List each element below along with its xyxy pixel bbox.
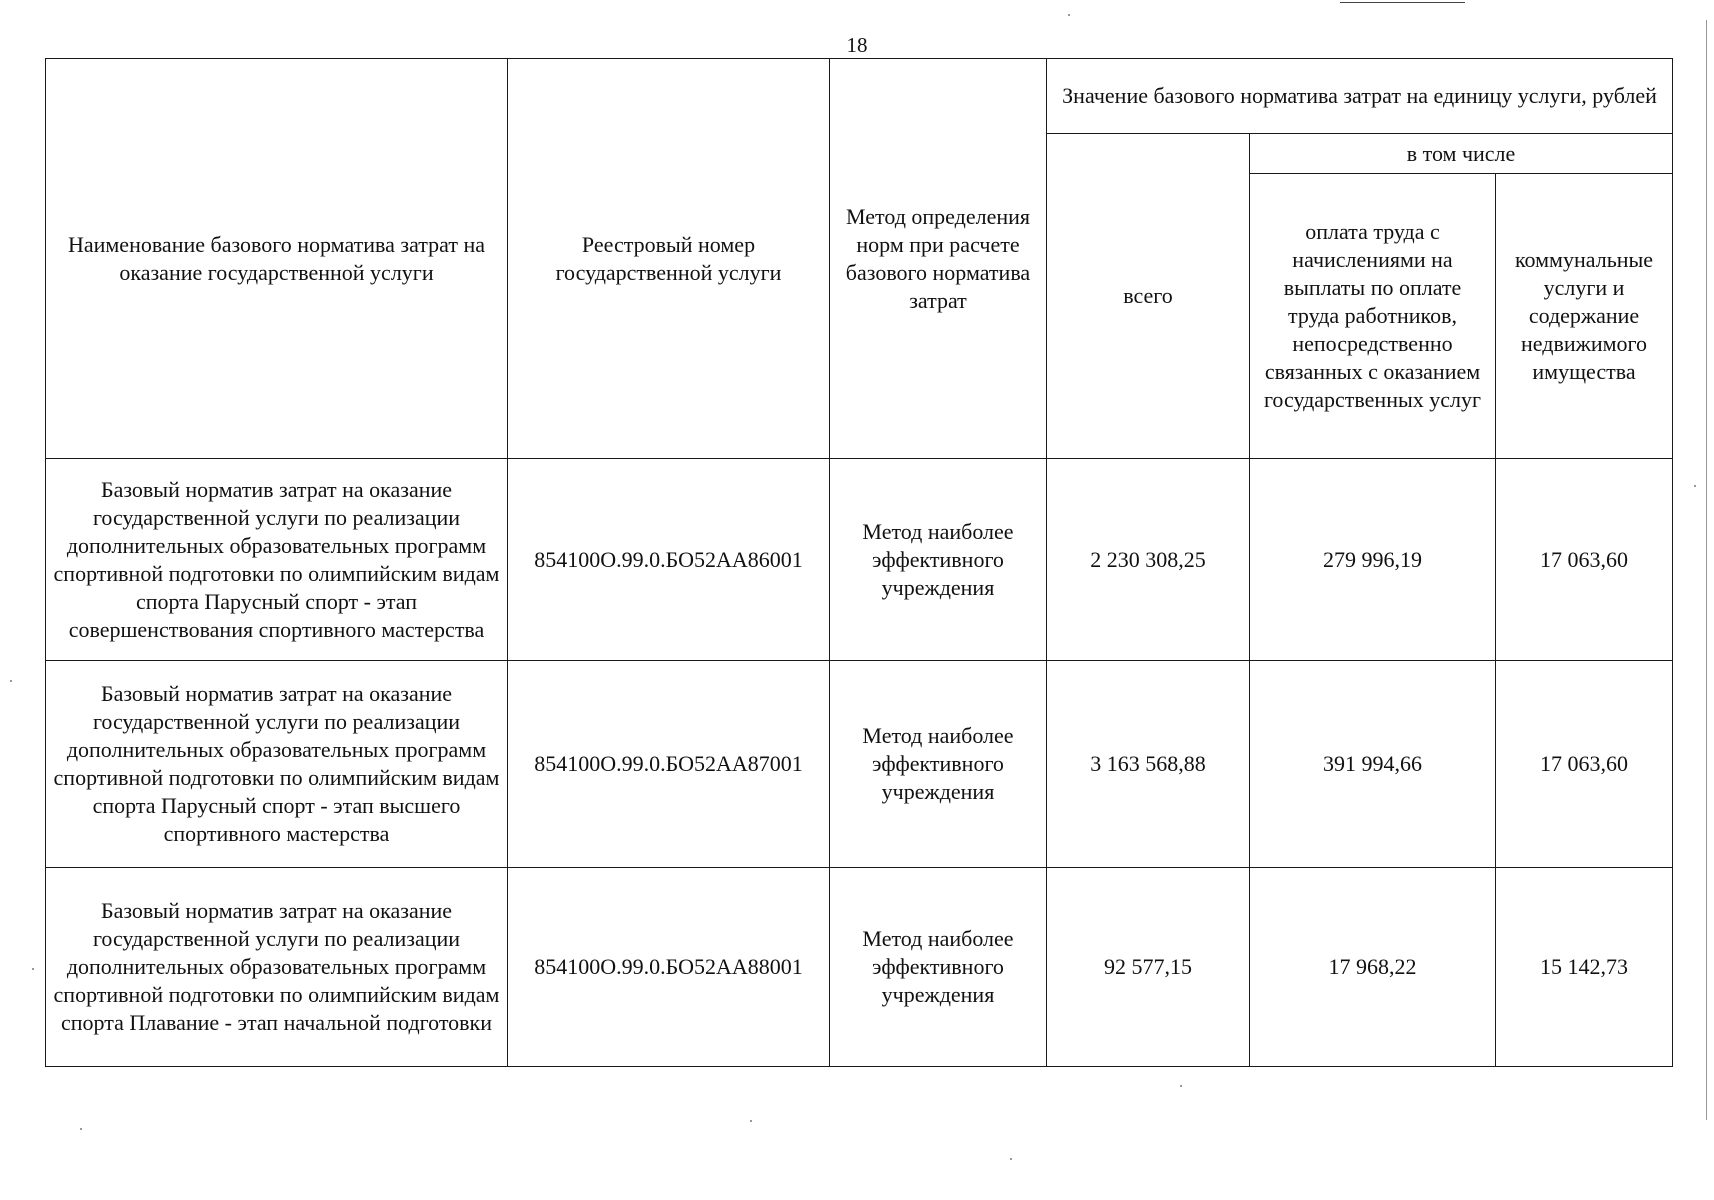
header-total: всего xyxy=(1047,134,1250,459)
row-utilities: 17 063,60 xyxy=(1496,459,1673,661)
header-utilities: коммунальные услуги и содержание недвижимого имущества xyxy=(1496,174,1673,459)
header-labor: оплата труда с начислениями на выплаты по оплате труда работников, непосредственно связанных с оказанием государственных услуг xyxy=(1250,174,1496,459)
row-utilities: 15 142,73 xyxy=(1496,868,1673,1067)
header-value-group: Значение базового норматива затрат на единицу услуги, рублей xyxy=(1047,59,1673,134)
scan-artifact-dot xyxy=(1068,14,1070,16)
scan-artifact-dot xyxy=(750,1120,752,1122)
row-registry: 854100О.99.0.БО52АА87001 xyxy=(508,661,830,868)
row-method: Метод наиболее эффективного учреждения xyxy=(830,661,1047,868)
table-row xyxy=(46,459,1673,661)
row-utilities: 17 063,60 xyxy=(1496,661,1673,868)
scan-artifact-dot xyxy=(1694,485,1696,487)
scan-artifact-dot xyxy=(32,968,34,970)
row-labor: 17 968,22 xyxy=(1250,868,1496,1067)
scan-artifact-dot xyxy=(10,680,12,682)
table-row xyxy=(46,661,1673,868)
row-total: 92 577,15 xyxy=(1047,868,1250,1067)
scan-artifact-edge xyxy=(1706,20,1707,1120)
row-method: Метод наиболее эффективного учреждения xyxy=(830,868,1047,1067)
row-name: Базовый норматив затрат на оказание государственной услуги по реализации дополнительных образовательных программ спортивной подготовки по олимпийским видам спорта Парусный спорт - этап высшего спортивного мастерства xyxy=(46,661,508,868)
header-registry: Реестровый номер государственной услуги xyxy=(508,59,830,459)
row-total: 3 163 568,88 xyxy=(1047,661,1250,868)
row-name: Базовый норматив затрат на оказание государственной услуги по реализации дополнительных образовательных программ спортивной подготовки по олимпийским видам спорта Парусный спорт - этап совершенствования спортивного мастерства xyxy=(46,459,508,661)
cost-norm-table xyxy=(45,58,1673,1067)
row-registry: 854100О.99.0.БО52АА88001 xyxy=(508,868,830,1067)
scan-artifact-dot xyxy=(1180,1085,1182,1087)
row-name: Базовый норматив затрат на оказание государственной услуги по реализации дополнительных образовательных программ спортивной подготовки по олимпийским видам спорта Плавание - этап начальной подготовки xyxy=(46,868,508,1067)
header-including: в том числе xyxy=(1250,134,1673,174)
row-labor: 279 996,19 xyxy=(1250,459,1496,661)
scan-artifact-dot xyxy=(1010,1158,1012,1160)
table-row xyxy=(46,868,1673,1067)
row-registry: 854100О.99.0.БО52АА86001 xyxy=(508,459,830,661)
header-row-1 xyxy=(46,59,1673,134)
scan-artifact-line xyxy=(1340,2,1465,3)
row-labor: 391 994,66 xyxy=(1250,661,1496,868)
scan-artifact-dot xyxy=(80,1128,82,1130)
header-name: Наименование базового норматива затрат на оказание государственной услуги xyxy=(46,59,508,459)
page-number: 18 xyxy=(846,33,868,57)
header-method: Метод определения норм при расчете базового норматива затрат xyxy=(830,59,1047,459)
row-method: Метод наиболее эффективного учреждения xyxy=(830,459,1047,661)
row-total: 2 230 308,25 xyxy=(1047,459,1250,661)
